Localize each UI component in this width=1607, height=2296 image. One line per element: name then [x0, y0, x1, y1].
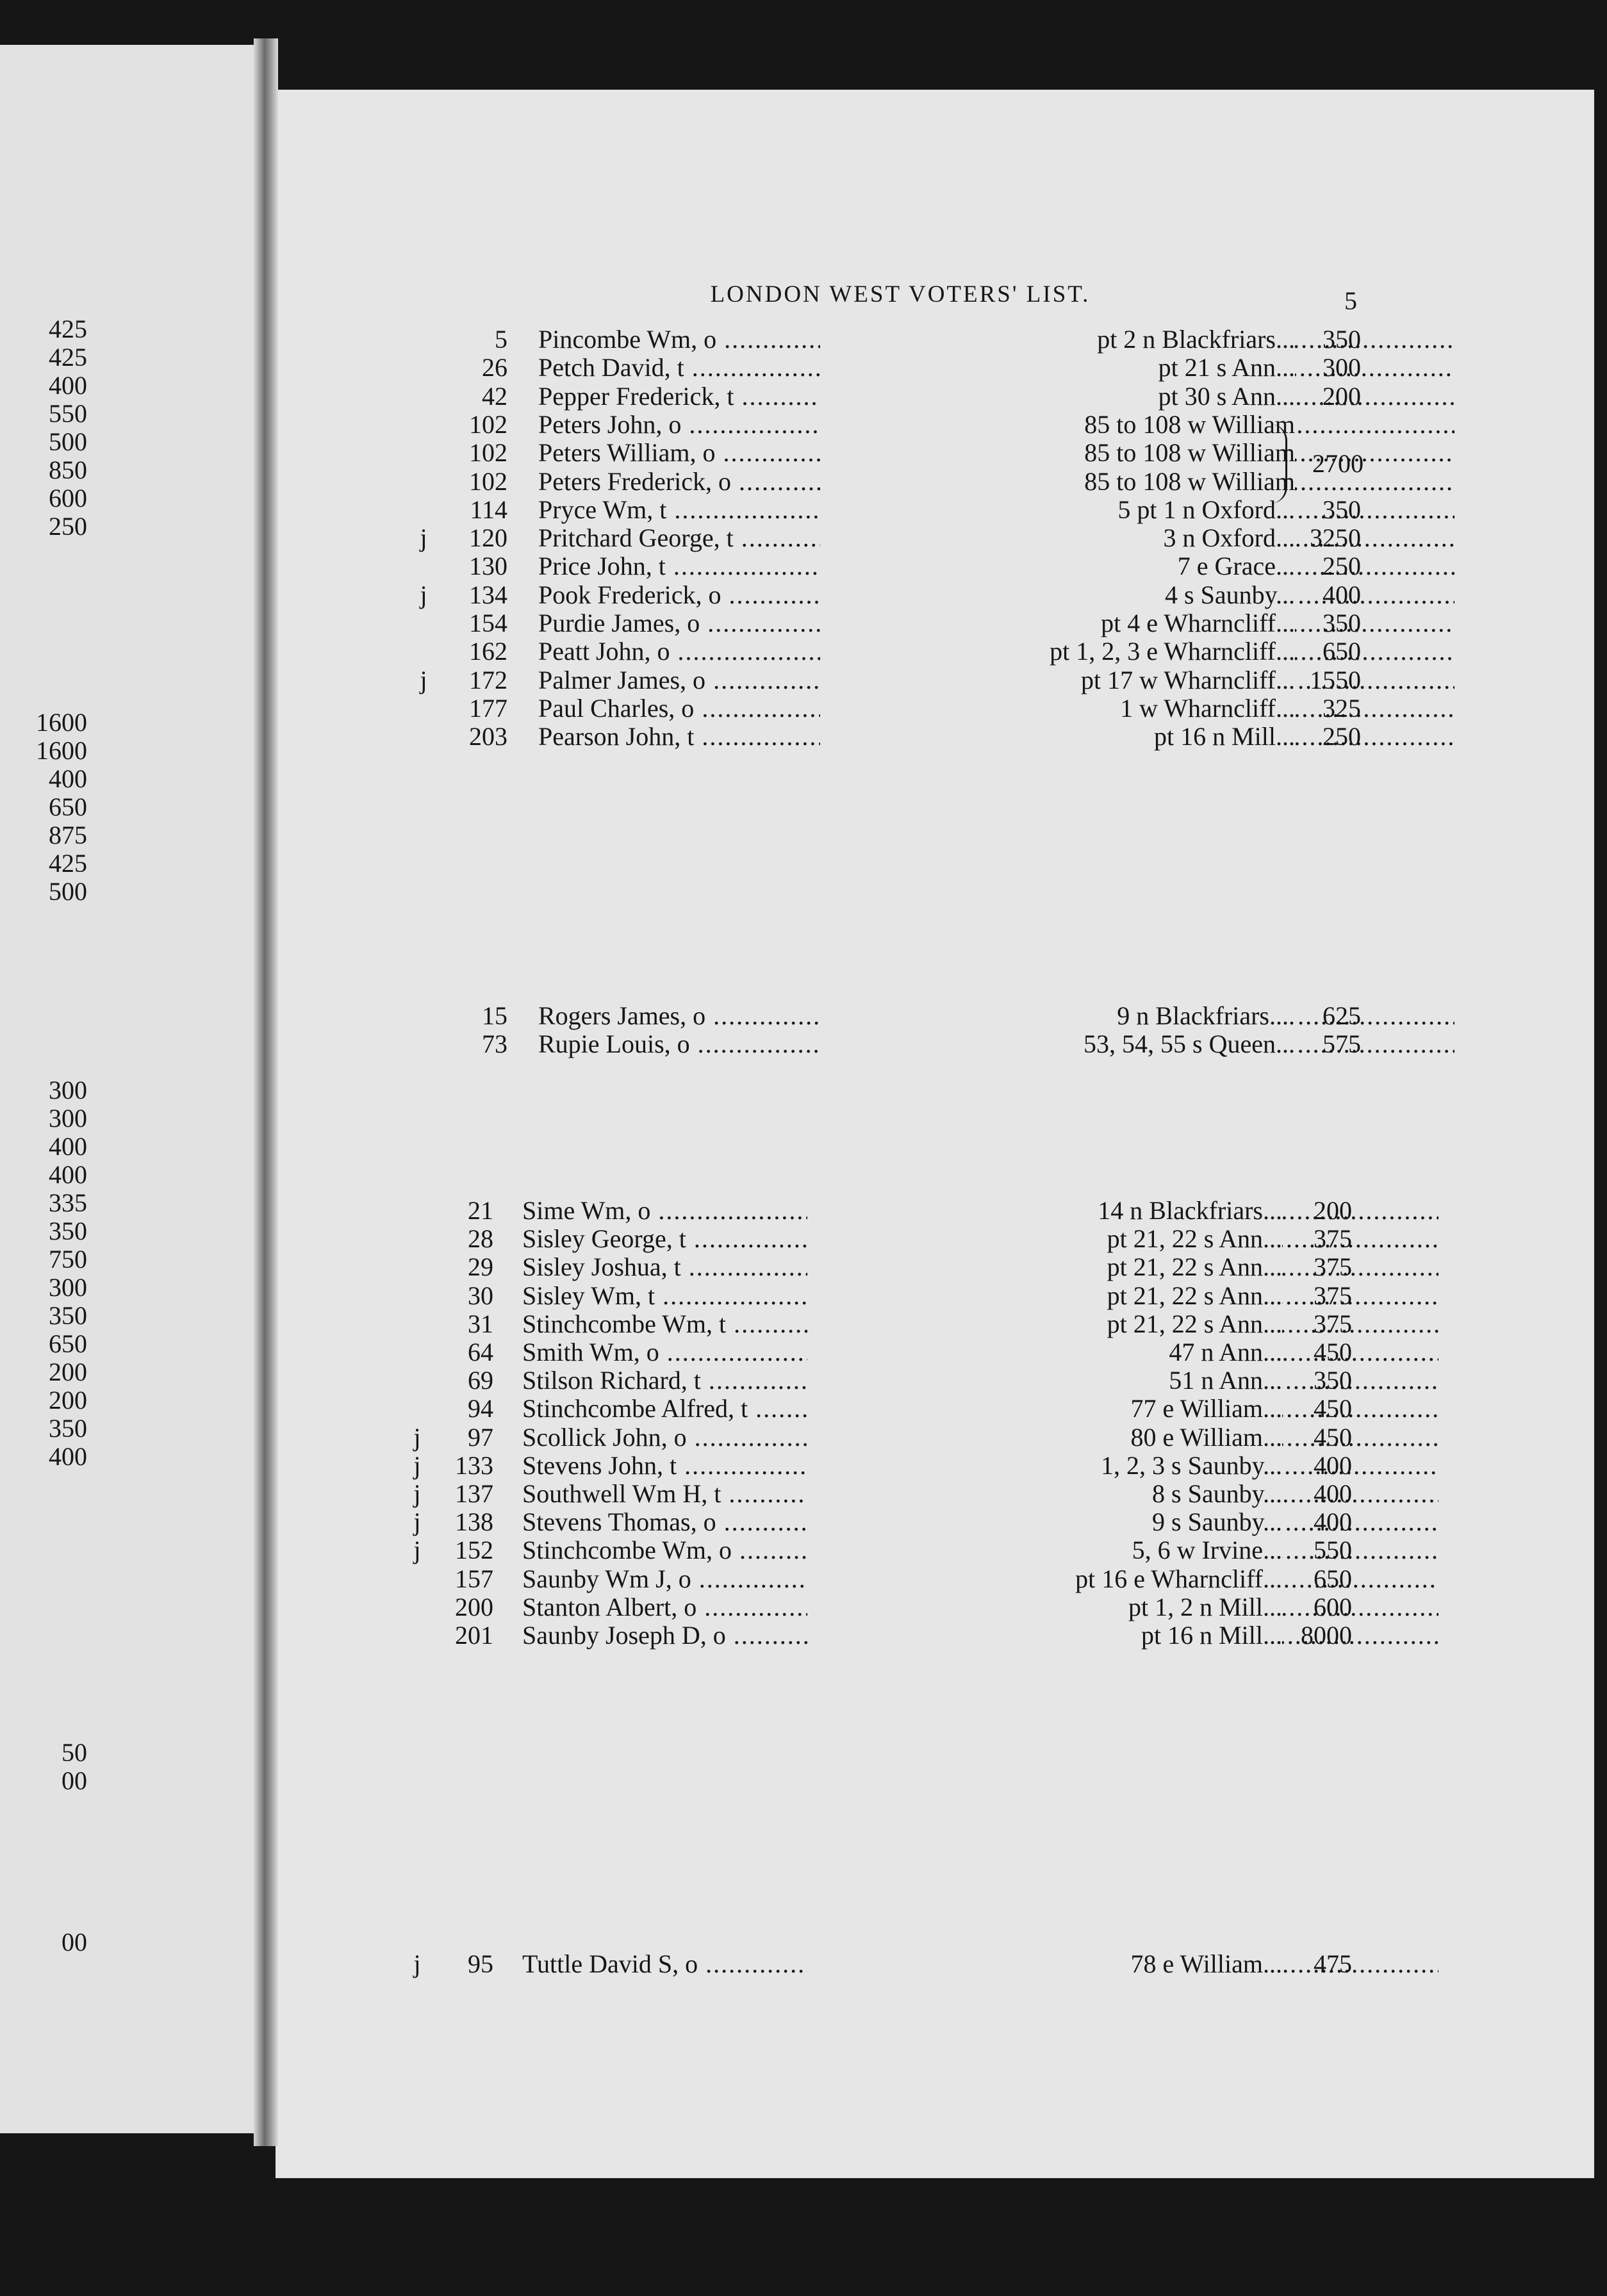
left-value: 1600 [36, 736, 87, 765]
property-description: 85 to 108 w William [820, 439, 1295, 467]
voter-row [0, 325, 1607, 354]
assessed-value: 200 [1314, 1196, 1352, 1225]
property-description: 9 s Saunby... [807, 1508, 1282, 1536]
voter-row [0, 694, 1607, 723]
assessed-value: 600 [1314, 1592, 1352, 1621]
left-value: 425 [49, 343, 87, 372]
property-description: pt 21, 22 s Ann... [807, 1282, 1282, 1310]
juror-mark: j [413, 1422, 421, 1452]
property-description: 5, 6 w Irvine... [807, 1536, 1282, 1564]
voter-name: Stevens John, t ..... [522, 1452, 1438, 1480]
page-number: 5 [1344, 286, 1357, 315]
voter-row [0, 496, 1607, 524]
assessed-value: 550 [1314, 1536, 1352, 1565]
assessed-value: 3250 [1310, 523, 1361, 553]
voter-number: 15 [482, 1001, 507, 1030]
property-description: pt 2 n Blackfriars... [820, 325, 1295, 354]
assessed-value: 475 [1314, 1949, 1352, 1978]
property-description: 1, 2, 3 s Saunby... [807, 1452, 1282, 1480]
property-description: pt 21, 22 s Ann... [807, 1225, 1282, 1253]
juror-mark: j [413, 1536, 421, 1565]
voter-row [0, 666, 1607, 694]
juror-mark: j [420, 580, 427, 609]
voter-name: Southwell Wm H, t ..... [522, 1480, 1438, 1508]
assessed-value: 400 [1314, 1450, 1352, 1480]
voter-name: Petch David, t ..... [538, 354, 1455, 382]
brace-mark [1269, 424, 1287, 504]
voter-row [0, 581, 1607, 609]
left-value: 350 [49, 1301, 87, 1330]
assessed-value: 350 [1323, 609, 1361, 637]
left-value: 650 [49, 792, 87, 821]
property-description: 80 e William... [807, 1423, 1282, 1452]
voter-row [0, 1565, 1607, 1593]
assessed-value: 300 [1323, 353, 1361, 382]
voter-name: Pritchard George, t ..... [538, 524, 1455, 552]
left-value: 350 [49, 1217, 87, 1245]
voter-number: 102 [469, 409, 507, 439]
voter-row [0, 1950, 1607, 1978]
voter-row [0, 1282, 1607, 1310]
voter-number: 201 [455, 1621, 493, 1650]
voter-row [0, 1423, 1607, 1452]
voter-name: Peters John, o ..... [538, 411, 1455, 439]
left-value: 750 [49, 1245, 87, 1274]
property-description: pt 21, 22 s Ann... [807, 1310, 1282, 1338]
assessed-value: 8000 [1301, 1621, 1352, 1650]
left-value: 400 [49, 764, 87, 793]
assessed-value: 325 [1323, 693, 1361, 723]
juror-mark: j [413, 1949, 421, 1978]
voter-number: 172 [469, 665, 507, 694]
property-description: pt 21, 22 s Ann... [807, 1253, 1282, 1281]
voter-row [0, 382, 1607, 411]
voter-number: 5 [495, 325, 507, 354]
juror-mark: j [413, 1450, 421, 1480]
property-description: 47 n Ann... [807, 1338, 1282, 1366]
left-value: 300 [49, 1104, 87, 1133]
voter-number: 200 [455, 1592, 493, 1621]
voter-number: 95 [468, 1949, 493, 1978]
voter-row [0, 1030, 1607, 1058]
voter-name: Peatt John, o ..... [538, 637, 1455, 666]
voter-row [0, 439, 1607, 467]
voter-number: 42 [482, 381, 507, 411]
voter-number: 137 [455, 1479, 493, 1508]
assessed-value: 450 [1314, 1394, 1352, 1423]
voter-row [0, 524, 1607, 552]
juror-mark: j [413, 1507, 421, 1537]
brace-combined-value: 2700 [1312, 449, 1364, 478]
voter-number: 97 [468, 1422, 493, 1452]
voter-name: Smith Wm, o ..... [522, 1338, 1438, 1366]
voter-name: Purdie James, o ..... [538, 609, 1455, 637]
voter-row [0, 1621, 1607, 1650]
property-description: 51 n Ann... [807, 1366, 1282, 1395]
voter-number: 177 [469, 693, 507, 723]
left-value: 200 [49, 1386, 87, 1414]
voter-row [0, 1452, 1607, 1480]
voter-name: Sisley Joshua, t ..... [522, 1253, 1438, 1281]
property-description: 1 w Wharncliff... [820, 694, 1295, 723]
voter-row [0, 1197, 1607, 1225]
left-value: 875 [49, 821, 87, 849]
voter-row [0, 609, 1607, 637]
property-description: pt 16 n Mill... [820, 723, 1295, 751]
voter-name: Rogers James, o ..... [538, 1002, 1455, 1030]
property-description: pt 17 w Wharncliff... [820, 666, 1295, 694]
voter-name: Pearson John, t ..... [538, 723, 1455, 751]
voter-name: Saunby Joseph D, o ..... [522, 1621, 1438, 1650]
voter-name: Pincombe Wm, o ..... [538, 325, 1455, 354]
assessed-value: 350 [1323, 495, 1361, 524]
left-value: 300 [49, 1273, 87, 1302]
left-value: 400 [49, 1132, 87, 1161]
assessed-value: 375 [1314, 1252, 1352, 1282]
voter-name: Saunby Wm J, o ..... [522, 1565, 1438, 1593]
voter-row [0, 1480, 1607, 1508]
property-description: 4 s Saunby... [820, 581, 1295, 609]
property-description: 78 e William... [807, 1950, 1282, 1978]
assessed-value: 350 [1314, 1366, 1352, 1395]
left-value: 550 [49, 399, 87, 428]
voter-number: 152 [455, 1536, 493, 1565]
voter-name: Sime Wm, o ..... [522, 1197, 1438, 1225]
voter-name: Peters Frederick, o ..... [538, 468, 1455, 496]
voter-name: Stanton Albert, o ..... [522, 1593, 1438, 1621]
assessed-value: 650 [1323, 637, 1361, 666]
voter-row [0, 1536, 1607, 1564]
voter-name: Peters William, o ..... [538, 439, 1455, 467]
voter-number: 154 [469, 609, 507, 637]
property-description: 85 to 108 w William [820, 468, 1295, 496]
assessed-value: 250 [1323, 722, 1361, 751]
property-description: 53, 54, 55 s Queen... [820, 1030, 1295, 1058]
property-description: pt 1, 2, 3 e Wharncliff... [820, 637, 1295, 666]
voter-number: 21 [468, 1196, 493, 1225]
voter-name: Palmer James, o ..... [538, 666, 1455, 694]
assessed-value: 400 [1314, 1479, 1352, 1508]
juror-mark: j [413, 1479, 421, 1508]
property-description: pt 30 s Ann... [820, 382, 1295, 411]
left-value: 300 [49, 1076, 87, 1104]
left-value: 350 [49, 1414, 87, 1443]
voter-name: Pook Frederick, o ..... [538, 581, 1455, 609]
voter-number: 102 [469, 438, 507, 468]
voter-number: 114 [470, 495, 507, 524]
voter-row [0, 637, 1607, 666]
voter-number: 157 [455, 1564, 493, 1593]
left-value: 200 [49, 1357, 87, 1386]
voter-number: 102 [469, 466, 507, 496]
left-value: 00 [62, 1928, 87, 1956]
assessed-value: 250 [1323, 552, 1361, 581]
voter-name: Stevens Thomas, o ..... [522, 1508, 1438, 1536]
property-description: 85 to 108 w William [820, 411, 1295, 439]
juror-mark: j [420, 523, 427, 553]
assessed-value: 200 [1323, 381, 1361, 411]
left-value: 250 [49, 512, 87, 541]
voter-number: 203 [469, 722, 507, 751]
voter-name: Stinchcombe Wm, o ..... [522, 1536, 1438, 1564]
assessed-value: 400 [1314, 1507, 1352, 1537]
voter-row [0, 1253, 1607, 1281]
voter-number: 69 [468, 1366, 493, 1395]
assessed-value: 1550 [1310, 665, 1361, 694]
assessed-value: 450 [1314, 1422, 1352, 1452]
voter-number: 28 [468, 1224, 493, 1254]
voter-number: 130 [469, 552, 507, 581]
voter-row [0, 468, 1607, 496]
assessed-value: 350 [1323, 325, 1361, 354]
left-value: 00 [62, 1766, 87, 1795]
left-value: 400 [49, 1160, 87, 1189]
voter-row [0, 1338, 1607, 1366]
assessed-value: 400 [1323, 580, 1361, 609]
property-description: pt 16 n Mill... [807, 1621, 1282, 1650]
property-description: 9 n Blackfriars.... [820, 1002, 1295, 1030]
voter-name: Sisley Wm, t ..... [522, 1282, 1438, 1310]
voter-number: 138 [455, 1507, 493, 1537]
left-value: 335 [49, 1188, 87, 1217]
voter-name: Pryce Wm, t ..... [538, 496, 1455, 524]
left-value: 400 [49, 1442, 87, 1471]
voter-name: Rupie Louis, o ..... [538, 1030, 1455, 1058]
voter-row [0, 1310, 1607, 1338]
left-value: 425 [49, 849, 87, 878]
left-value: 500 [49, 877, 87, 906]
voter-number: 31 [468, 1309, 493, 1338]
voter-name: Pepper Frederick, t ..... [538, 382, 1455, 411]
property-description: 77 e William... [807, 1395, 1282, 1423]
voter-row [0, 723, 1607, 751]
voter-name: Scollick John, o ..... [522, 1423, 1438, 1452]
property-description: pt 1, 2 n Mill... [807, 1593, 1282, 1621]
property-description: pt 4 e Wharncliff... [820, 609, 1295, 637]
assessed-value: 450 [1314, 1338, 1352, 1366]
voter-row [0, 354, 1607, 382]
voter-row [0, 1002, 1607, 1030]
voter-name: Tuttle David S, o ..... [522, 1950, 1438, 1978]
voter-row [0, 1366, 1607, 1395]
property-description: pt 16 e Wharncliff... [807, 1565, 1282, 1593]
voter-name: Paul Charles, o ..... [538, 694, 1455, 723]
voter-row [0, 552, 1607, 580]
left-value: 600 [49, 484, 87, 512]
voter-number: 120 [469, 523, 507, 553]
assessed-value: 375 [1314, 1309, 1352, 1338]
voter-number: 134 [469, 580, 507, 609]
voter-row [0, 411, 1607, 439]
voter-number: 64 [468, 1338, 493, 1366]
voter-name: Stinchcombe Wm, t ..... [522, 1310, 1438, 1338]
left-value: 400 [49, 371, 87, 400]
voter-number: 94 [468, 1394, 493, 1423]
assessed-value: 375 [1314, 1281, 1352, 1310]
voter-number: 162 [469, 637, 507, 666]
voter-name: Stilson Richard, t ..... [522, 1366, 1438, 1395]
page-header-title: LONDON WEST VOTERS' LIST. [710, 281, 1091, 308]
voter-row [0, 1593, 1607, 1621]
assessed-value: 625 [1323, 1001, 1361, 1030]
property-description: 5 pt 1 n Oxford... [820, 496, 1295, 524]
voter-number: 29 [468, 1252, 493, 1282]
voter-name: Price John, t ..... [538, 552, 1455, 580]
property-description: 14 n Blackfriars... [807, 1197, 1282, 1225]
voter-name: Sisley George, t ..... [522, 1225, 1438, 1253]
assessed-value: 650 [1314, 1564, 1352, 1593]
voter-row [0, 1225, 1607, 1253]
voter-number: 133 [455, 1450, 493, 1480]
property-description: 3 n Oxford... [820, 524, 1295, 552]
voter-number: 26 [482, 353, 507, 382]
property-description: 7 e Grace... [820, 552, 1295, 580]
left-value: 425 [49, 315, 87, 343]
voter-row [0, 1508, 1607, 1536]
property-description: 8 s Saunby... [807, 1480, 1282, 1508]
property-description: pt 21 s Ann... [820, 354, 1295, 382]
voter-row [0, 1395, 1607, 1423]
left-value: 650 [49, 1329, 87, 1358]
left-value: 850 [49, 455, 87, 484]
assessed-value: 375 [1314, 1224, 1352, 1254]
voter-name: Stinchcombe Alfred, t ..... [522, 1395, 1438, 1423]
left-value: 50 [62, 1738, 87, 1767]
juror-mark: j [420, 665, 427, 694]
left-value: 1600 [36, 708, 87, 737]
voter-number: 30 [468, 1281, 493, 1310]
voter-number: 73 [482, 1029, 507, 1058]
left-value: 500 [49, 427, 87, 456]
assessed-value: 575 [1323, 1029, 1361, 1058]
